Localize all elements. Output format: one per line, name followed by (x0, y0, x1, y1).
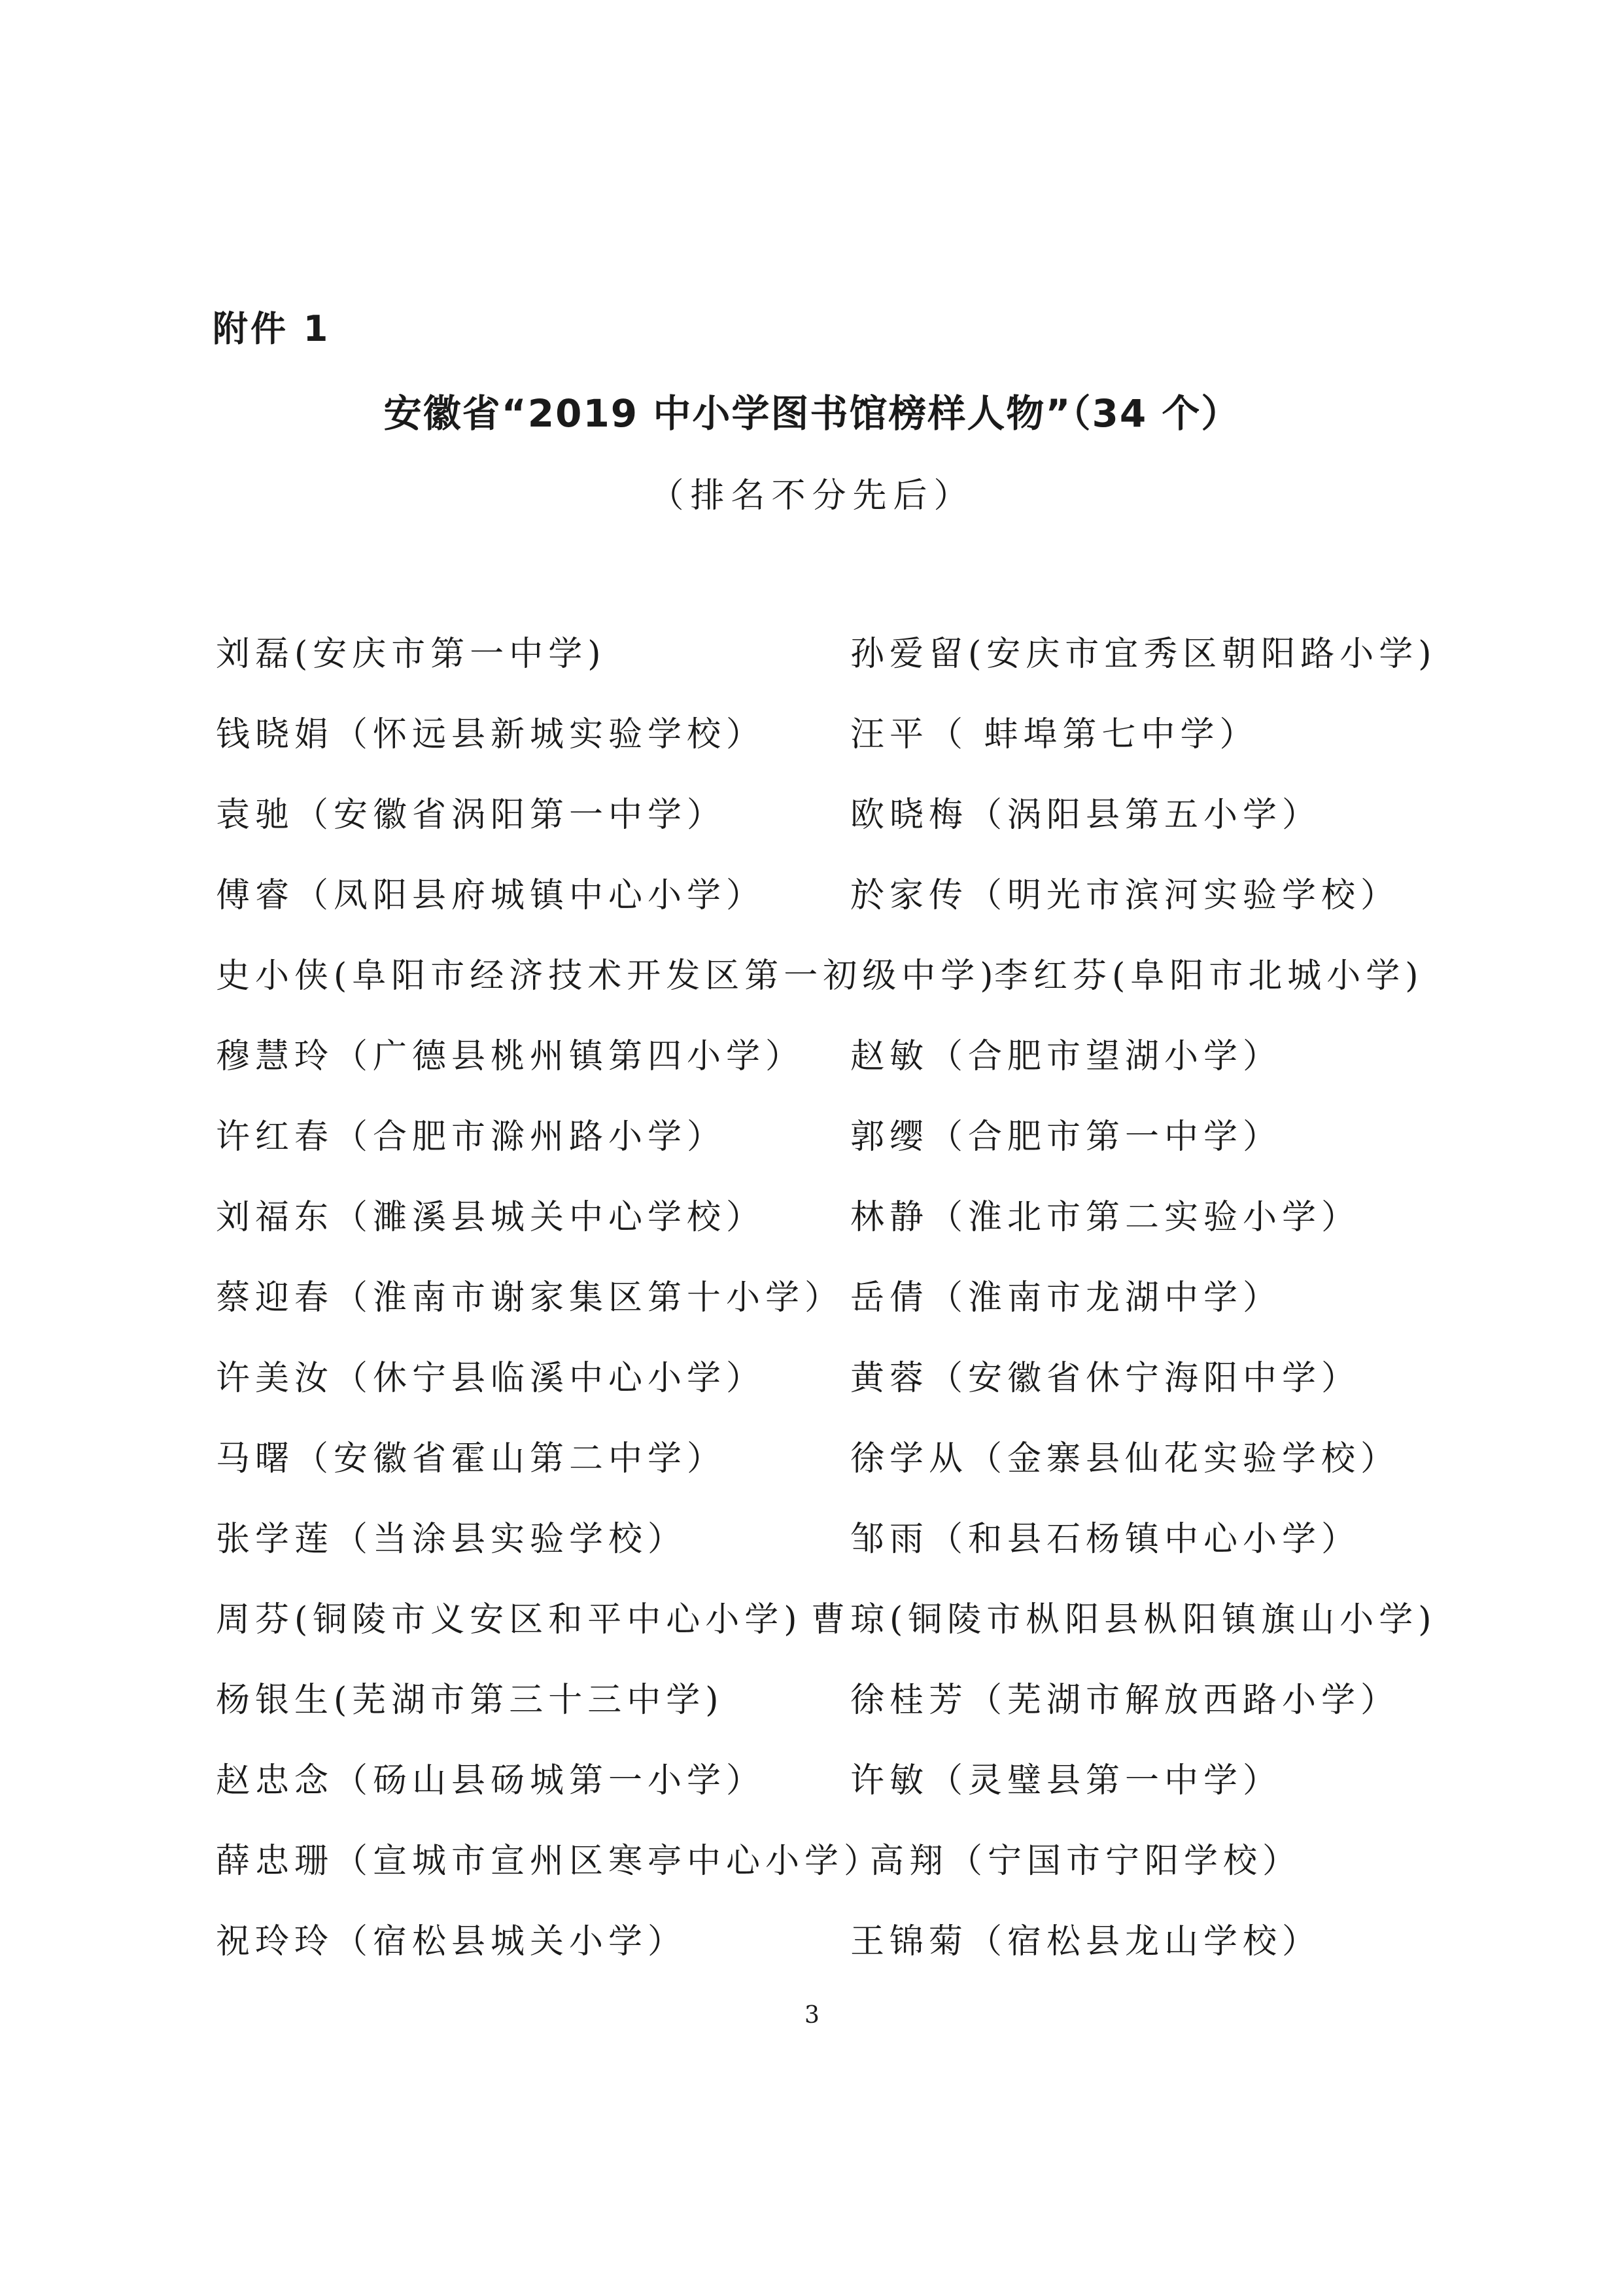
list-item: 黄蓉（安徽省休宁海阳中学） (850, 1359, 1361, 1398)
list-item: 邹雨（和县石杨镇中心小学） (850, 1520, 1361, 1559)
list-row (216, 1597, 1459, 1677)
list-item: 穆慧玲（广德县桃州镇第四小学） (216, 1037, 805, 1076)
list-item: 徐桂芳（芜湖市解放西路小学） (850, 1681, 1400, 1720)
list-row (216, 631, 1459, 712)
list-item: 曹琼(铜陵市枞阳县枞阳镇旗山小学) (811, 1600, 1437, 1639)
list-item: 徐学从（金寨县仙花实验学校） (850, 1439, 1400, 1479)
list-item: 薛忠珊（宣城市宣州区寒亭中心小学） (216, 1842, 884, 1881)
list-row (216, 1436, 1459, 1516)
honoree-list (216, 631, 1459, 1999)
attachment-label: 附件 1 (213, 308, 331, 349)
page-subtitle: （排名不分先后） (649, 476, 975, 516)
list-item: 岳倩（淮南市龙湖中学） (850, 1278, 1283, 1318)
list-item: 袁驰（安徽省涡阳第一中学） (216, 796, 727, 835)
list-item: 钱晓娟（怀远县新城实验学校） (216, 715, 766, 754)
list-item: 赵忠念（砀山县砀城第一小学） (216, 1761, 766, 1800)
list-row (216, 1275, 1459, 1356)
list-item: 高翔（宁国市宁阳学校） (870, 1842, 1302, 1881)
list-row (216, 1195, 1459, 1275)
list-row (216, 953, 1459, 1034)
list-row (216, 1356, 1459, 1436)
list-item: 许红春（合肥市滁州路小学） (216, 1117, 727, 1157)
list-item: 马曙（安徽省霍山第二中学） (216, 1439, 727, 1479)
list-row (216, 1919, 1459, 1999)
list-row (216, 1516, 1459, 1597)
list-row (216, 1677, 1459, 1758)
list-item: 祝玲玲（宿松县城关小学） (216, 1922, 687, 1961)
list-item: 刘福东（濉溪县城关中心学校） (216, 1198, 766, 1237)
list-item: 刘磊(安庆市第一中学) (216, 635, 606, 674)
list-item: 欧晓梅（涡阳县第五小学） (850, 796, 1322, 835)
list-item: 郭缨（合肥市第一中学） (850, 1117, 1283, 1157)
list-row (216, 1034, 1459, 1114)
list-row (216, 712, 1459, 792)
list-item: 李红芬(阜阳市北城小学) (994, 956, 1424, 996)
list-item: 孙爱留(安庆市宜秀区朝阳路小学) (850, 635, 1437, 674)
list-item: 周芬(铜陵市义安区和平中心小学) (216, 1600, 803, 1639)
list-row (216, 873, 1459, 953)
list-item: 汪平（ 蚌埠第七中学） (850, 715, 1259, 754)
list-item: 史小侠(阜阳市经济技术开发区第一初级中学) (216, 956, 999, 996)
list-item: 林静（淮北市第二实验小学） (850, 1198, 1361, 1237)
list-item: 许敏（灵璧县第一中学） (850, 1761, 1283, 1800)
list-item: 杨银生(芜湖市第三十三中学) (216, 1681, 724, 1720)
list-item: 张学莲（当涂县实验学校） (216, 1520, 687, 1559)
list-row (216, 792, 1459, 873)
list-row (216, 1114, 1459, 1195)
list-item: 傅睿（凤阳县府城镇中心小学） (216, 876, 766, 915)
list-item: 蔡迎春（淮南市谢家集区第十小学） (216, 1278, 844, 1318)
page-title: 安徽省“2019 中小学图书馆榜样人物”（34 个） (383, 391, 1241, 436)
list-row (216, 1838, 1459, 1919)
list-item: 於家传（明光市滨河实验学校） (850, 876, 1400, 915)
list-row (216, 1758, 1459, 1838)
list-item: 赵敏（合肥市望湖小学） (850, 1037, 1283, 1076)
list-item: 王锦菊（宿松县龙山学校） (850, 1922, 1322, 1961)
list-item: 许美汝（休宁县临溪中心小学） (216, 1359, 766, 1398)
page-number: 3 (804, 2002, 820, 2029)
